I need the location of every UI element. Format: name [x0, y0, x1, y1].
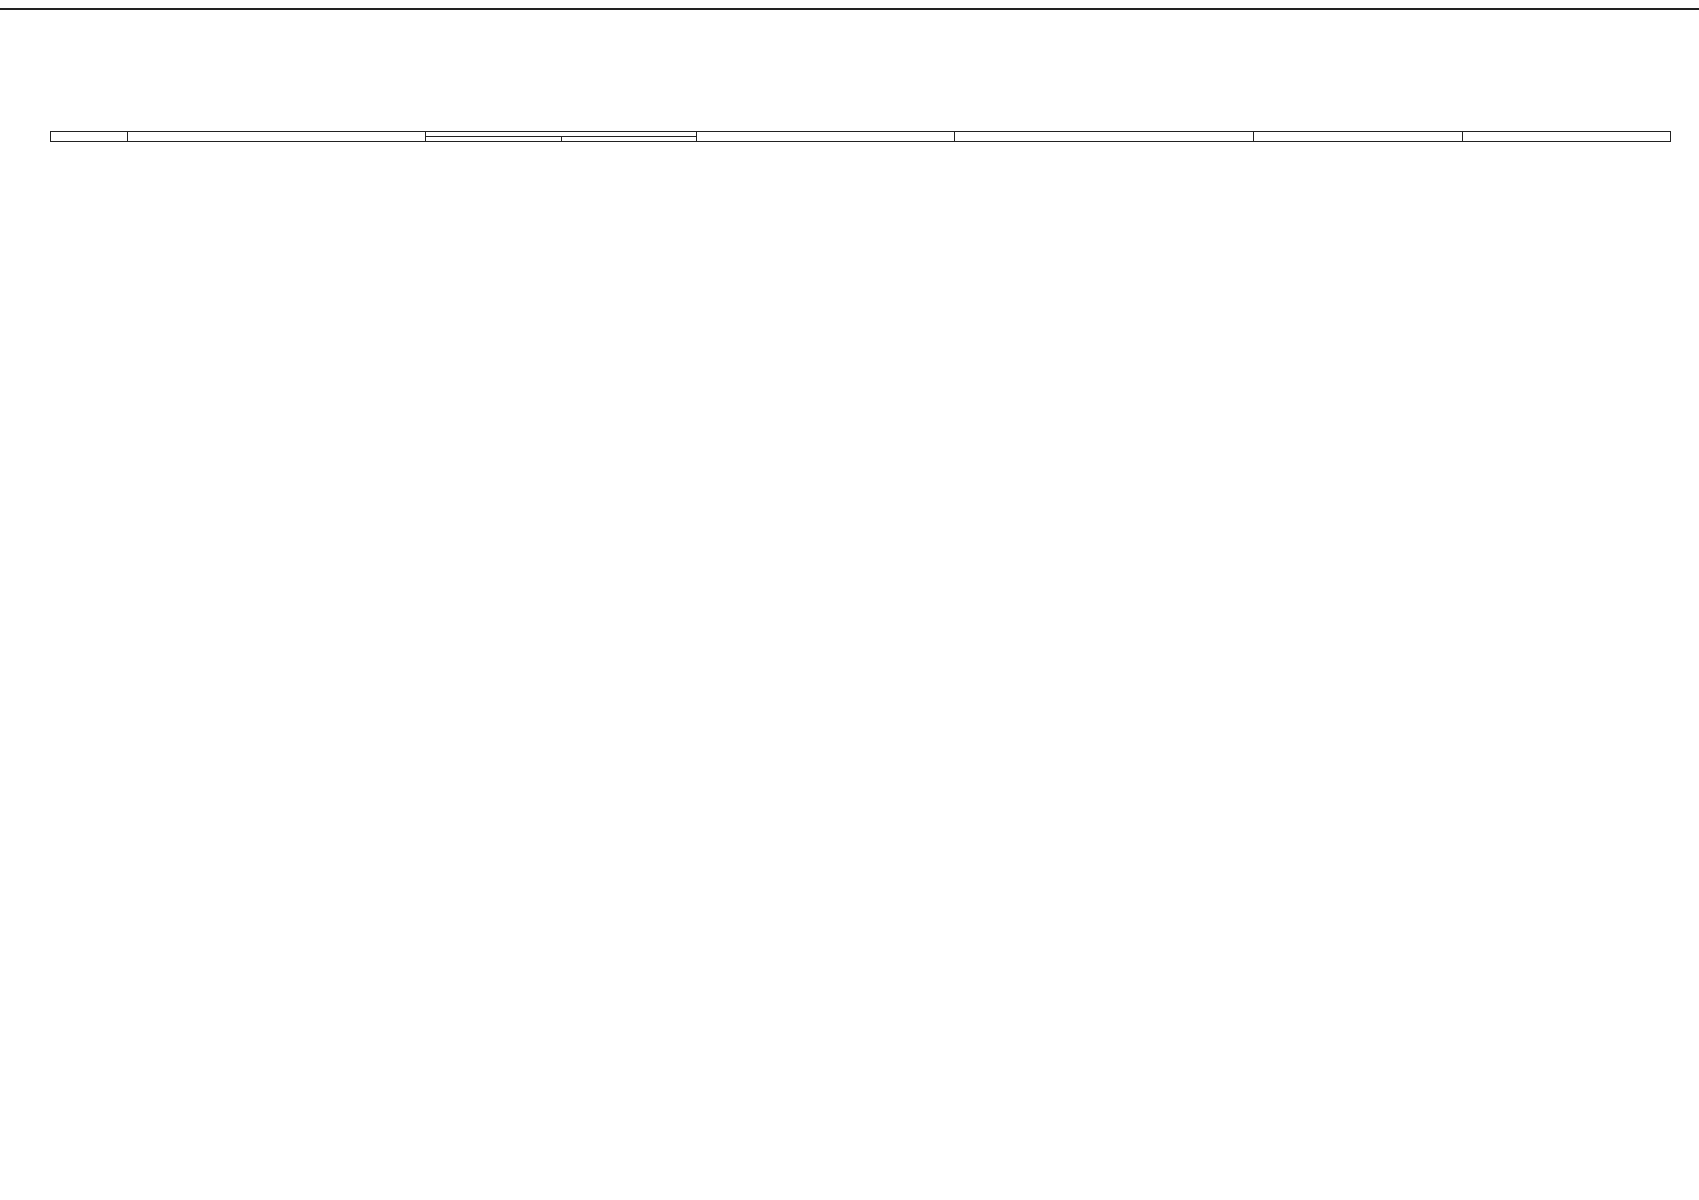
- regularity-cell: [1462, 506, 1670, 976]
- table-row: [50, 976, 1670, 1176]
- responsible-cell: [696, 214, 954, 506]
- row-number: [50, 976, 127, 1176]
- start-date-cell: [425, 976, 561, 1176]
- top-rule: [0, 8, 1699, 10]
- header-number: [51, 132, 128, 142]
- row-number: [50, 506, 127, 976]
- responsible-cell: [696, 506, 954, 976]
- result-cell: [1253, 976, 1462, 1176]
- regularity-cell: [1462, 976, 1670, 1176]
- responsible-cell: [696, 976, 954, 1176]
- header-responsible: [697, 132, 955, 142]
- header-name: [128, 132, 426, 142]
- event-name-cell: [127, 506, 425, 976]
- header-start: [426, 137, 562, 142]
- table-row: [50, 506, 1670, 976]
- result-cell: [1253, 506, 1462, 976]
- end-date-cell: [561, 506, 696, 976]
- header-result: [1254, 132, 1463, 142]
- table-body: [50, 214, 1670, 1176]
- table-header: [50, 131, 1671, 142]
- event-name-cell: [127, 976, 425, 1176]
- header-end: [562, 137, 697, 142]
- header-criterion: [955, 132, 1254, 142]
- end-date-cell: [561, 976, 696, 1176]
- criterion-cell: [954, 506, 1253, 976]
- criterion-cell: [954, 976, 1253, 1176]
- table-row: [50, 214, 1670, 506]
- start-date-cell: [425, 506, 561, 976]
- header-regularity: [1463, 132, 1671, 142]
